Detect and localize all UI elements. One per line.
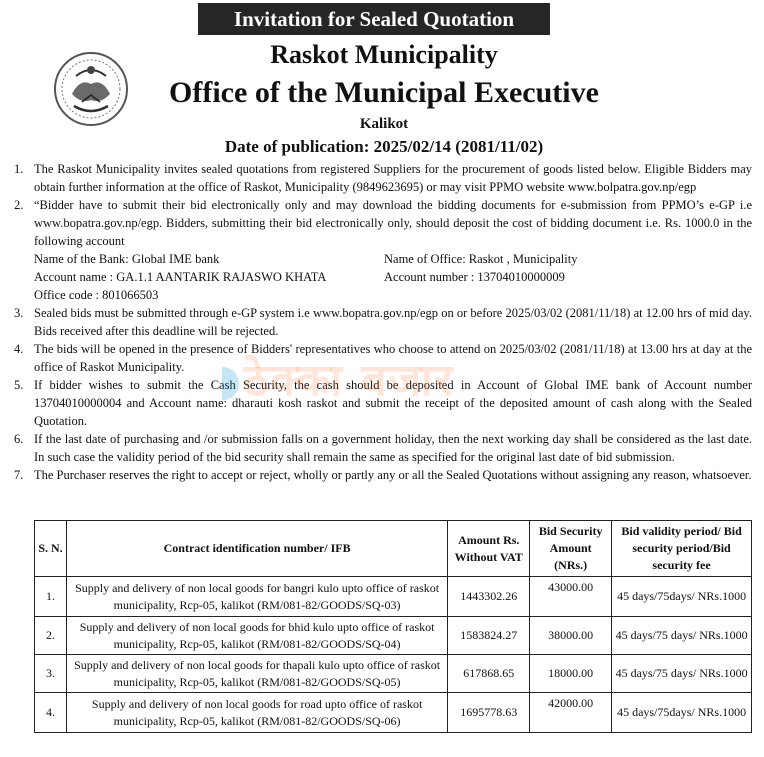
cell-validity: 45 days/75 days/ NRs.1000 <box>612 655 752 693</box>
ifb-table <box>34 520 752 733</box>
banner-title: Invitation for Sealed Quotation <box>198 3 550 35</box>
cell-security: 42000.00 <box>530 693 612 733</box>
office-name-field: Name of Office: Raskot , Municipality <box>384 252 578 266</box>
cell-amount: 1695778.63 <box>448 693 530 733</box>
cell-sn: 3. <box>35 655 67 693</box>
notice-item-6 <box>14 430 752 466</box>
cell-security: 18000.00 <box>530 655 612 693</box>
cell-sn: 2. <box>35 617 67 655</box>
cell-security: 43000.00 <box>530 577 612 617</box>
item-text: The Raskot Municipality invites sealed quotations from registered Suppliers for the procurement of goods listed below. Eligible Bidders may obtain further information at the office of Raskot, Municipality (9849623695) or may visit PPMO website www.bolpatra.gov.np/egp <box>34 162 752 194</box>
notice-item-3 <box>14 304 752 340</box>
cell-security: 38000.00 <box>530 617 612 655</box>
notice-item-4 <box>14 340 752 376</box>
notice-item-7 <box>14 466 752 484</box>
item-number: 1. <box>14 162 24 176</box>
cell-validity: 45 days/75days/ NRs.1000 <box>612 577 752 617</box>
cell-contract: Supply and delivery of non local goods for thapali kulo upto office of raskot municipality, Rcp-05, kalikot (RM/081-82/GOODS/SQ-05) <box>66 655 447 693</box>
cell-contract: Supply and delivery of non local goods for road upto office of raskot municipality, Rcp-05, kalikot (RM/081-82/GOODS/SQ-06) <box>66 693 447 733</box>
cell-validity: 45 days/75days/ NRs.1000 <box>612 693 752 733</box>
account-number: Account number : 13704010000009 <box>384 270 565 284</box>
item-text: The bids will be opened in the presence of Bidders' representatives who choose to attend on 2025/03/02 (2081/11/18) at 13.00 hrs at day at the office of Raskot Municipality. <box>34 342 752 374</box>
table-row <box>35 577 752 617</box>
item-text: The Purchaser reserves the right to accept or reject, wholly or partly any or all the Sealed Quotations without assigning any reason, whatsoever. <box>34 468 752 482</box>
item-number: 3. <box>14 306 24 320</box>
cell-amount: 1443302.26 <box>448 577 530 617</box>
item-text: If bidder wishes to submit the Cash Security, the cash should be deposited in Account of Global IME bank of Account number 13704010000004 and Account name: dharauti kosh raskot and submit the receipt of the deposited amount of cash along with the Sealed Quotation. <box>34 378 752 428</box>
item-text: If the last date of purchasing and /or submission falls on a government holiday, then the next working day shall be considered as the last date. In such case the validity period of the bid security shall remain the same as specified for the original last date of bid submission. <box>34 432 752 464</box>
item-text: “Bidder have to submit their bid electronically only and may download the bidding documents for e-submission from PPMO’s e-GP i.e www.bopatra.gov.np/egp. Bidders, submitting their bid electronically only, should deposit the cost of bidding document i.e. Rs. 1000.0 in the following account <box>34 198 752 248</box>
watermark-text: ठेक्का बजार <box>243 355 455 406</box>
cell-validity: 45 days/75 days/ NRs.1000 <box>612 617 752 655</box>
bank-name: Name of the Bank: Global IME bank <box>34 252 220 266</box>
cell-sn: 1. <box>35 577 67 617</box>
publication-date-label: Date of publication: <box>224 137 370 156</box>
account-name: Account name : GA.1.1 AANTARIK RAJASWO KHATA <box>34 270 327 284</box>
item-number: 7. <box>14 468 24 482</box>
bank-row-1 <box>34 250 752 268</box>
header-validity: Bid validity period/ Bid security period/Bid security fee <box>612 521 752 577</box>
cell-amount: 1583824.27 <box>448 617 530 655</box>
header-sn: S. N. <box>35 521 67 577</box>
notice-item-1 <box>14 160 752 196</box>
municipality-name: Raskot Municipality <box>270 40 498 69</box>
table-row <box>35 655 752 693</box>
item-number: 4. <box>14 342 24 356</box>
notice-item-5 <box>14 376 752 430</box>
notice-items <box>14 160 752 484</box>
cell-sn: 4. <box>35 693 67 733</box>
table-header-row <box>35 521 752 577</box>
office-code: Office code : 801066503 <box>34 288 159 302</box>
publication-date <box>2 137 764 157</box>
office-name: Office of the Municipal Executive <box>169 76 599 109</box>
cell-contract: Supply and delivery of non local goods for bangri kulo upto office of raskot municipality, Rcp-05, kalikot (RM/081-82/GOODS/SQ-03) <box>66 577 447 617</box>
item-number: 6. <box>14 432 24 446</box>
notice-item-2 <box>14 196 752 304</box>
cell-amount: 617868.65 <box>448 655 530 693</box>
header-contract: Contract identification number/ IFB <box>66 521 447 577</box>
item-text: Sealed bids must be submitted through e-GP system i.e www.bopatra.gov.np/egp on or before 2025/03/02 (2081/11/18) at 12.00 hrs of mid day. Bids received after this deadline will be rejected. <box>34 306 752 338</box>
publication-date-value: 2025/02/14 (2081/11/02) <box>373 137 544 156</box>
cell-contract: Supply and delivery of non local goods for bhid kulo upto office of raskot municipality, Rcp-05, kalikot (RM/081-82/GOODS/SQ-04) <box>66 617 447 655</box>
table-row <box>35 617 752 655</box>
district-name: Kalikot <box>359 116 409 132</box>
header-amount: Amount Rs. Without VAT <box>448 521 530 577</box>
header-security: Bid Security Amount (NRs.) <box>530 521 612 577</box>
table-row <box>35 693 752 733</box>
item-number: 5. <box>14 378 24 392</box>
bank-row-2 <box>34 268 752 286</box>
watermark-logo: ◗ठेक्का बजार <box>218 355 455 406</box>
item-number: 2. <box>14 198 24 212</box>
